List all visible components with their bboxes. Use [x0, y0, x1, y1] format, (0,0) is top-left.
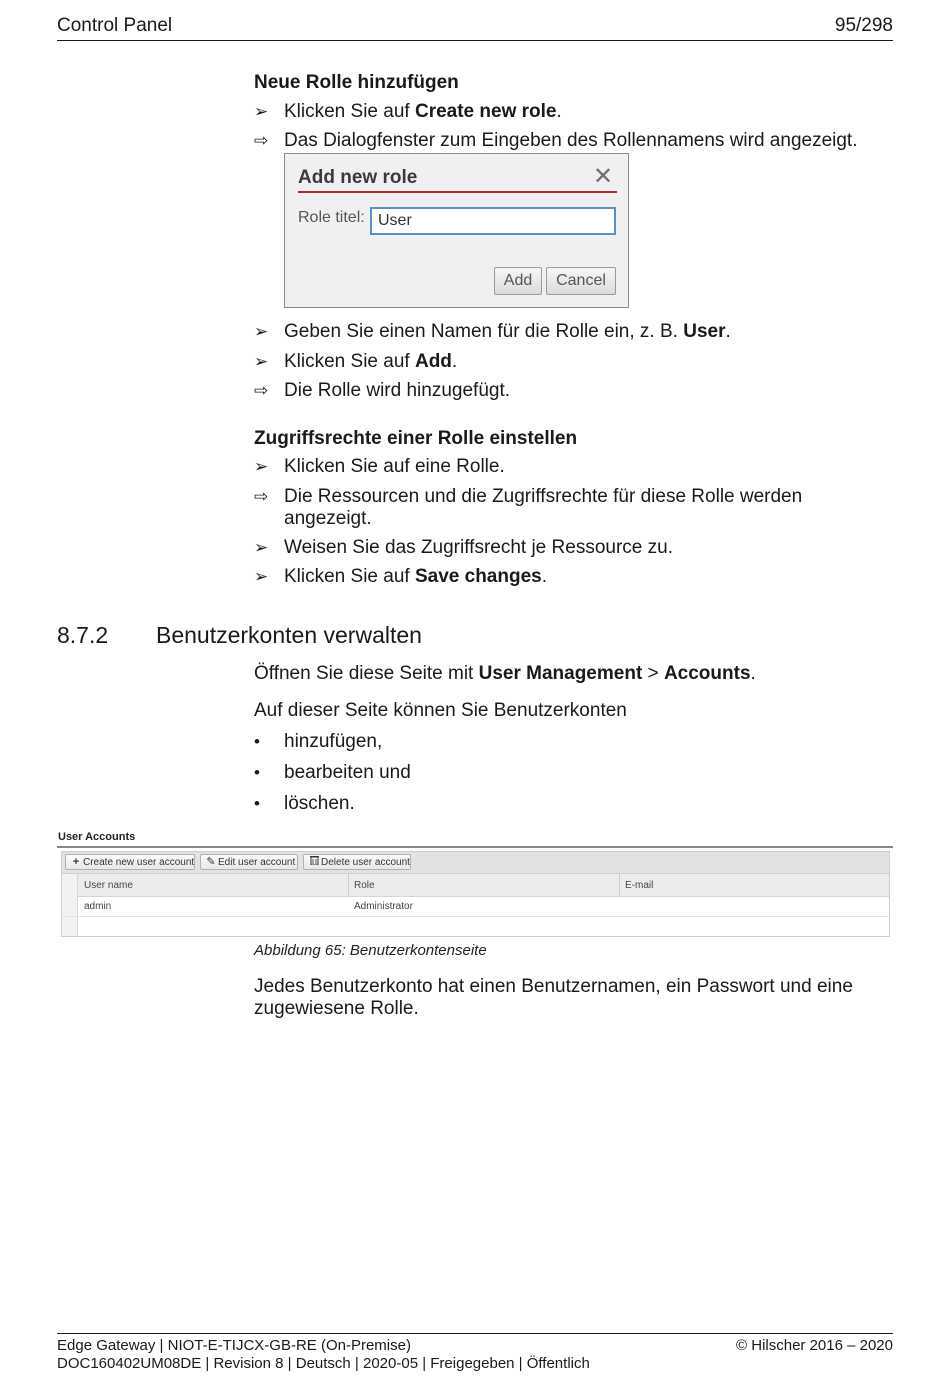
step-arrow-icon: ➢ — [254, 538, 269, 557]
row-divider — [62, 916, 889, 917]
section-title: Benutzerkonten verwalten — [156, 622, 422, 648]
delete-user-account-button[interactable]: Delete user account — [303, 854, 411, 870]
close-icon[interactable]: ✕ — [593, 163, 614, 190]
result-role-added: Die Rolle wird hinzugefügt. — [284, 380, 511, 401]
role-title-input[interactable] — [370, 207, 616, 235]
running-header-title: Control Panel — [57, 15, 173, 36]
footer-product: Edge Gateway | NIOT-E-TIJCX-GB-RE (On-Premise) — [57, 1337, 411, 1354]
add-button[interactable]: Add — [494, 267, 542, 295]
dialog-title-underline — [298, 191, 617, 193]
bullet-item: bearbeiten und — [284, 762, 411, 783]
step-click-role: Klicken Sie auf eine Rolle. — [284, 456, 505, 477]
dialog-title: Add new role — [298, 167, 418, 188]
bullet-icon: • — [254, 794, 260, 813]
result-resources-shown: Die Ressourcen und die Zugriffsrechte für diese Rolle werden — [284, 486, 803, 507]
step-click-create-role: Klicken Sie auf Create new role. — [284, 101, 562, 122]
open-page-instruction: Öffnen Sie diese Seite mit User Management > Accounts. — [254, 663, 756, 684]
bullet-item: hinzufügen, — [284, 731, 383, 752]
bullet-icon: • — [254, 732, 260, 751]
cancel-button[interactable]: Cancel — [546, 267, 616, 295]
result-dialog-shown: Das Dialogfenster zum Eingeben des Rollennamens wird angezeigt. — [284, 130, 858, 151]
user-accounts-divider — [57, 846, 893, 848]
footer-copyright: © Hilscher 2016 – 2020 — [736, 1337, 893, 1354]
bullet-icon: • — [254, 763, 260, 782]
column-divider — [619, 874, 620, 896]
step-arrow-icon: ➢ — [254, 567, 269, 586]
column-divider — [348, 874, 349, 896]
result-arrow-icon: ⇨ — [254, 487, 269, 506]
step-click-add: Klicken Sie auf Add. — [284, 351, 458, 372]
result-resources-shown-cont: angezeigt. — [284, 508, 372, 529]
bullet-item: löschen. — [284, 793, 355, 814]
add-role-dialog — [284, 153, 629, 308]
user-accounts-panel — [61, 851, 890, 937]
header-divider — [57, 40, 893, 41]
step-arrow-icon: ➢ — [254, 322, 269, 341]
closing-paragraph-line2: zugewiesene Rolle. — [254, 998, 419, 1019]
step-arrow-icon: ➢ — [254, 102, 269, 121]
result-arrow-icon: ⇨ — [254, 381, 269, 400]
result-arrow-icon: ⇨ — [254, 131, 269, 150]
subheading-access-rights: Zugriffsrechte einer Rolle einstellen — [254, 428, 578, 449]
step-assign-rights: Weisen Sie das Zugriffsrecht je Ressource zu. — [284, 537, 673, 558]
footer-document-info: DOC160402UM08DE | Revision 8 | Deutsch | 2020-05 | Freigegeben | Öffentlich — [57, 1355, 590, 1372]
user-accounts-title: User Accounts — [58, 831, 136, 843]
column-header-username[interactable]: User name — [84, 880, 133, 891]
figure-caption: Abbildung 65: Benutzerkontenseite — [254, 942, 487, 959]
user-accounts-toolbar — [62, 852, 889, 874]
page-number: 95/298 — [834, 15, 893, 36]
column-header-email[interactable]: E-mail — [625, 880, 654, 891]
cell-username: admin — [84, 901, 112, 912]
plus-icon: + — [72, 856, 80, 868]
trash-icon — [307, 855, 321, 869]
cell-role: Administrator — [354, 901, 413, 912]
closing-paragraph-line1: Jedes Benutzerkonto hat einen Benutzernamen, ein Passwort und eine — [254, 976, 853, 997]
role-title-label: Role titel: — [298, 209, 365, 226]
edit-user-account-button[interactable]: ✎ Edit user account — [200, 854, 298, 870]
table-row[interactable] — [62, 896, 889, 916]
create-user-account-button[interactable]: + Create new user account — [65, 854, 195, 870]
step-save-changes: Klicken Sie auf Save changes. — [284, 566, 547, 587]
step-arrow-icon: ➢ — [254, 352, 269, 371]
table-header — [62, 874, 889, 897]
step-enter-role-name: Geben Sie einen Namen für die Rolle ein, z. B. User. — [284, 321, 731, 342]
column-header-role[interactable]: Role — [354, 880, 375, 891]
pencil-icon: ✎ — [206, 856, 216, 868]
subheading-add-role: Neue Rolle hinzufügen — [254, 72, 459, 93]
step-arrow-icon: ➢ — [254, 457, 269, 476]
section-number: 8.7.2 — [57, 622, 109, 648]
footer-divider — [57, 1333, 893, 1334]
intro-text: Auf dieser Seite können Sie Benutzerkonten — [254, 700, 627, 721]
